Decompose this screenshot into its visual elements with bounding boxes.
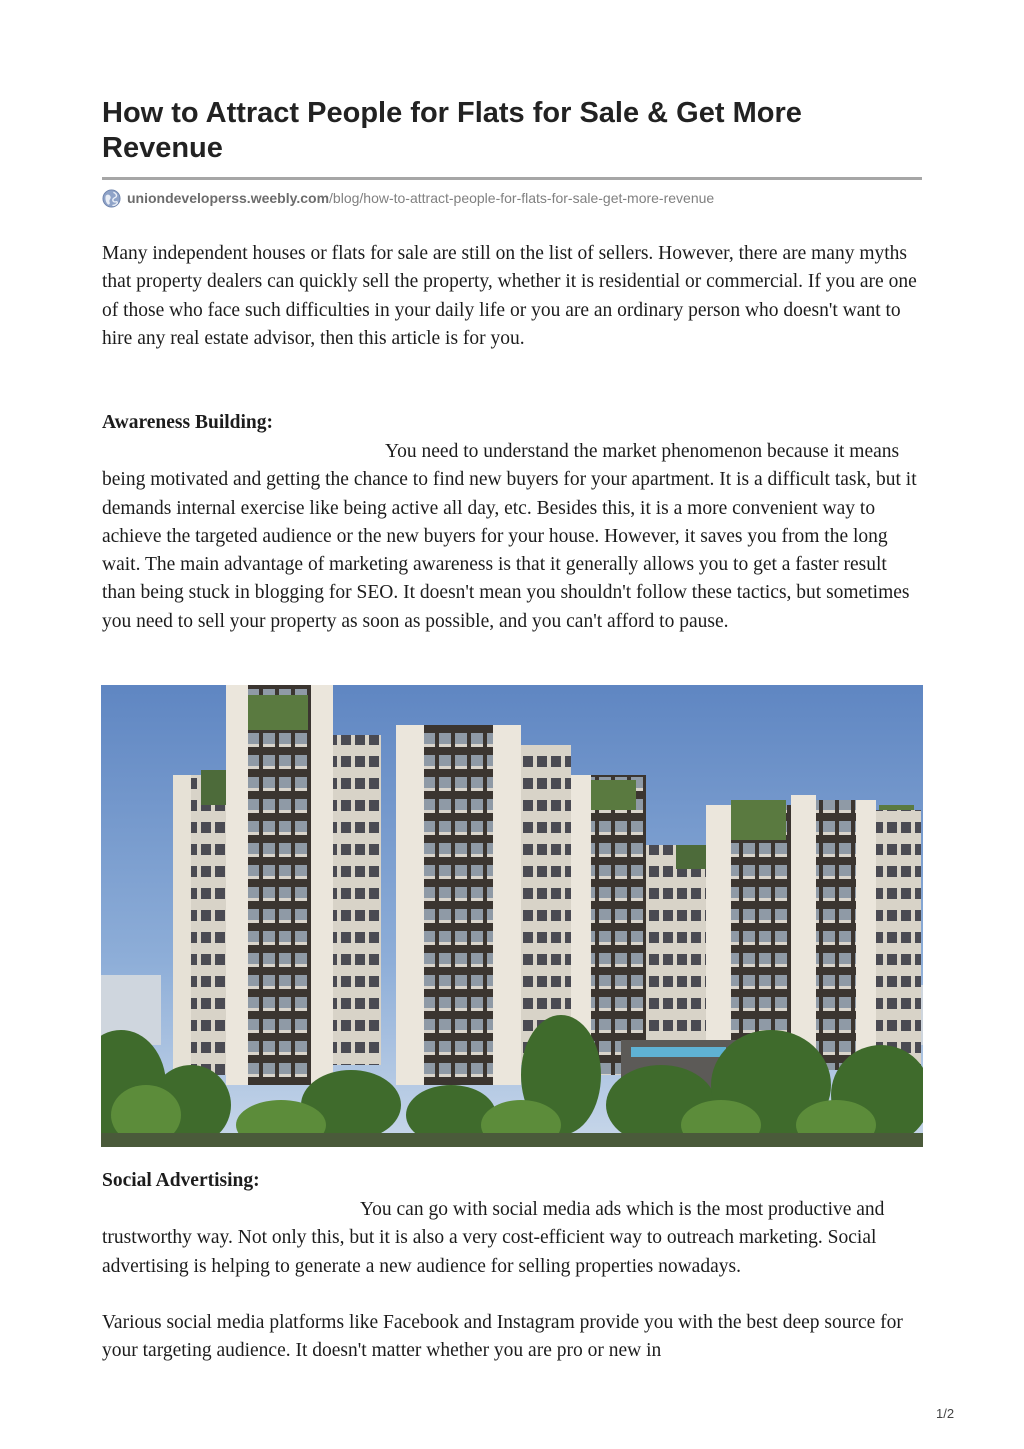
article-title: How to Attract People for Flats for Sale & Get More Revenue [102,97,802,164]
source-domain: uniondeveloperss.weebly.com [127,190,330,206]
social-text: You can go with social media ads which is the most productive and trustworthy way. Not only this, but it is also a very cost-efficient way to outreach marketing. Social advertising is helping to generate a new audience for selling properties nowadays. [102,1199,885,1277]
section-heading-social: Social Advertising: [102,1170,260,1191]
source-path: /blog/how-to-attract-people-for-flats-for-sale-get-more-revenue [329,190,715,206]
section-body-social [102,1196,924,1281]
source-url [127,190,714,206]
apartment-buildings-photo [101,685,923,1147]
title-divider [102,177,922,180]
awareness-text: You need to understand the market phenomenon because it means being motivated and getting the chance to find new buyers for your apartment. It is a difficult task, but it demands internal exercise like being active all day, etc. Besides this, it is a more convenient way to achieve the targeted audience or the new buyers for your house. However, it saves you from the long wait. The main advantage of marketing awareness is that it generally allows you to get a faster result than being stuck in blogging for SEO. It doesn't mean you shouldn't follow these tactics, but sometimes you need to sell your property as soon as possible, and you can't afford to pause. [102,441,917,632]
page-number: 1/2 [936,1406,955,1421]
section-heading-awareness: Awareness Building: [102,412,274,433]
intro-paragraph: Many independent houses or flats for sale are still on the list of sellers. However, there are many myths that property dealers can quickly sell the property, whether it is residential or commercial. If you are one of those who face such difficulties in your daily life or you are an ordinary person who doesn't want to hire any real estate advisor, then this article is for you. [102,243,917,349]
globe-icon [102,189,121,208]
section-body-social-2: Various social media platforms like Facebook and Instagram provide you with the best deep source for your targeting audience. It doesn't matter whether you are pro or new in [102,1312,903,1362]
section-body-awareness [102,438,924,636]
source-link[interactable] [102,187,714,209]
